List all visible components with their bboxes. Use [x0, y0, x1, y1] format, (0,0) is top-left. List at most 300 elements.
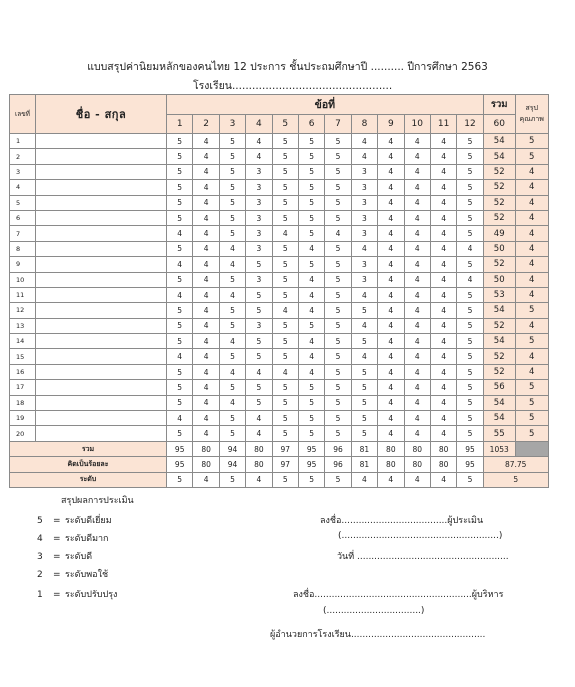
- score-cell: 5: [246, 395, 272, 410]
- score-cell: 4: [404, 426, 430, 441]
- score-cell: 4: [378, 272, 404, 287]
- row-number: 16: [10, 364, 36, 379]
- score-cell: 3: [351, 272, 377, 287]
- score-cell: 5: [272, 395, 298, 410]
- sum-cell: 80: [246, 441, 272, 456]
- score-cell: 3: [351, 210, 377, 225]
- column-header-item-number: 8: [351, 115, 377, 134]
- score-cell: 4: [430, 180, 456, 195]
- score-cell: 5: [167, 272, 193, 287]
- row-total: 54: [483, 334, 515, 349]
- row-number: 14: [10, 334, 36, 349]
- score-cell: 5: [298, 380, 324, 395]
- row-summary: 4: [515, 287, 548, 302]
- score-cell: 4: [404, 210, 430, 225]
- row-number: 12: [10, 303, 36, 318]
- row-number: 19: [10, 411, 36, 426]
- score-cell: 5: [167, 303, 193, 318]
- row-number: 13: [10, 318, 36, 333]
- percent-row-label: คิดเป็นร้อยละ: [10, 457, 167, 472]
- column-header-total: รวม: [483, 95, 515, 115]
- score-cell: 5: [325, 272, 351, 287]
- score-cell: 4: [246, 134, 272, 149]
- score-cell: 4: [430, 226, 456, 241]
- score-cell: 4: [430, 426, 456, 441]
- row-number: 20: [10, 426, 36, 441]
- student-name-cell: [36, 334, 167, 349]
- score-cell: 4: [404, 195, 430, 210]
- level-row-label: ระดับ: [10, 472, 167, 487]
- column-header-item-number: 4: [246, 115, 272, 134]
- assessor-signature-line: ลงชื่อ.....................................ผู้ประเมิน: [320, 516, 484, 526]
- column-header-item-number: 9: [378, 115, 404, 134]
- assessor-name-line: (.......................................................): [338, 531, 503, 541]
- score-cell: 4: [378, 318, 404, 333]
- score-cell: 4: [298, 349, 324, 364]
- row-number: 17: [10, 380, 36, 395]
- score-cell: 5: [457, 426, 483, 441]
- score-cell: 5: [167, 134, 193, 149]
- score-cell: 4: [378, 380, 404, 395]
- row-total: 52: [483, 318, 515, 333]
- table-row: [10, 287, 549, 302]
- score-cell: 5: [298, 318, 324, 333]
- table-row: [10, 411, 549, 426]
- score-cell: 4: [298, 241, 324, 256]
- score-cell: 4: [430, 318, 456, 333]
- percent-cell: 96: [325, 457, 351, 472]
- score-cell: 4: [404, 303, 430, 318]
- admin-signature-line: ลงชื่อ.......................................................ผู้บริหาร: [293, 590, 504, 600]
- score-cell: 4: [193, 318, 219, 333]
- student-name-cell: [36, 195, 167, 210]
- row-total: 54: [483, 395, 515, 410]
- table-row: [10, 426, 549, 441]
- score-cell: 5: [246, 257, 272, 272]
- table-row: [10, 364, 549, 379]
- score-cell: 4: [272, 364, 298, 379]
- score-cell: 4: [193, 272, 219, 287]
- sum-cell: 95: [298, 441, 324, 456]
- row-summary: 4: [515, 210, 548, 225]
- score-cell: 5: [298, 226, 324, 241]
- row-summary: 5: [515, 395, 548, 410]
- score-cell: 5: [457, 257, 483, 272]
- score-cell: 4: [378, 426, 404, 441]
- column-header-item-number: 10: [404, 115, 430, 134]
- student-name-cell: [36, 149, 167, 164]
- score-cell: 4: [404, 241, 430, 256]
- score-cell: 5: [325, 180, 351, 195]
- score-cell: 4: [430, 272, 456, 287]
- score-cell: 4: [404, 272, 430, 287]
- row-total: 54: [483, 134, 515, 149]
- score-cell: 4: [404, 349, 430, 364]
- score-cell: 5: [272, 241, 298, 256]
- score-cell: 5: [167, 426, 193, 441]
- score-cell: 5: [325, 395, 351, 410]
- student-name-cell: [36, 426, 167, 441]
- score-cell: 5: [325, 241, 351, 256]
- score-cell: 5: [167, 318, 193, 333]
- admin-name-line: (.................................): [323, 606, 425, 616]
- score-cell: 5: [219, 349, 245, 364]
- score-cell: 5: [219, 195, 245, 210]
- table-row: [10, 134, 549, 149]
- score-cell: 5: [325, 164, 351, 179]
- score-cell: 5: [272, 318, 298, 333]
- score-cell: 4: [404, 411, 430, 426]
- row-number: 3: [10, 164, 36, 179]
- score-cell: 5: [351, 303, 377, 318]
- score-cell: 4: [193, 164, 219, 179]
- score-cell: 5: [167, 210, 193, 225]
- score-cell: 5: [325, 257, 351, 272]
- row-summary: 5: [515, 426, 548, 441]
- score-cell: 5: [167, 164, 193, 179]
- table-row: [10, 334, 549, 349]
- score-cell: 5: [298, 134, 324, 149]
- score-cell: 4: [193, 303, 219, 318]
- score-cell: 5: [298, 395, 324, 410]
- row-total: 53: [483, 287, 515, 302]
- score-cell: 5: [219, 180, 245, 195]
- score-cell: 4: [378, 134, 404, 149]
- sum-row-label: รวม: [10, 441, 167, 456]
- score-cell: 4: [378, 411, 404, 426]
- score-cell: 4: [430, 364, 456, 379]
- score-cell: 4: [193, 241, 219, 256]
- score-cell: 5: [219, 411, 245, 426]
- row-number: 4: [10, 180, 36, 195]
- score-cell: 4: [430, 210, 456, 225]
- score-cell: 4: [378, 287, 404, 302]
- score-cell: 4: [404, 134, 430, 149]
- score-cell: 5: [457, 287, 483, 302]
- score-cell: 4: [246, 411, 272, 426]
- score-cell: 4: [193, 349, 219, 364]
- score-cell: 4: [404, 334, 430, 349]
- score-cell: 4: [193, 180, 219, 195]
- score-cell: 4: [325, 226, 351, 241]
- row-number: 10: [10, 272, 36, 287]
- score-cell: 4: [351, 241, 377, 256]
- score-cell: 5: [325, 364, 351, 379]
- score-cell: 3: [351, 180, 377, 195]
- table-row: [10, 303, 549, 318]
- row-number: 18: [10, 395, 36, 410]
- level-cell: 5: [272, 472, 298, 487]
- form-title: แบบสรุปค่านิยมหลักของคนไทย 12 ประการ ชั้นประถมศึกษาปี .......... ปีการศึกษา 2563: [87, 61, 488, 73]
- score-cell: 3: [246, 210, 272, 225]
- level-cell: 5: [219, 472, 245, 487]
- student-name-cell: [36, 241, 167, 256]
- row-summary: 5: [515, 334, 548, 349]
- score-cell: 5: [246, 334, 272, 349]
- score-cell: 4: [430, 380, 456, 395]
- score-cell: 3: [351, 195, 377, 210]
- score-cell: 4: [351, 134, 377, 149]
- percent-cell: 94: [219, 457, 245, 472]
- student-name-cell: [36, 164, 167, 179]
- sum-cell: 81: [351, 441, 377, 456]
- student-name-cell: [36, 395, 167, 410]
- score-cell: 5: [167, 395, 193, 410]
- score-cell: 5: [325, 195, 351, 210]
- student-name-cell: [36, 226, 167, 241]
- score-cell: 4: [219, 395, 245, 410]
- column-header-name: ชื่อ - สกุล: [36, 95, 167, 134]
- score-cell: 5: [298, 164, 324, 179]
- percent-total-cell: 87.75: [483, 457, 548, 472]
- score-cell: 4: [219, 257, 245, 272]
- table-row: [10, 257, 549, 272]
- row-total: 50: [483, 241, 515, 256]
- score-cell: 3: [246, 195, 272, 210]
- score-cell: 4: [378, 395, 404, 410]
- column-header-item-number: 3: [219, 115, 245, 134]
- score-cell: 4: [378, 364, 404, 379]
- score-cell: 5: [351, 426, 377, 441]
- score-cell: 4: [351, 287, 377, 302]
- score-cell: 4: [167, 349, 193, 364]
- student-name-cell: [36, 272, 167, 287]
- student-name-cell: [36, 364, 167, 379]
- row-total: 54: [483, 411, 515, 426]
- score-cell: 3: [246, 241, 272, 256]
- row-total: 52: [483, 257, 515, 272]
- row-total: 52: [483, 180, 515, 195]
- score-cell: 5: [351, 395, 377, 410]
- column-header-item-number: 6: [298, 115, 324, 134]
- score-cell: 5: [298, 195, 324, 210]
- score-cell: 5: [457, 303, 483, 318]
- score-cell: 4: [404, 226, 430, 241]
- row-summary: 4: [515, 272, 548, 287]
- score-cell: 4: [378, 210, 404, 225]
- date-line: วันที่ .....................................................: [337, 552, 509, 562]
- level-total-cell: 5: [483, 472, 548, 487]
- score-cell: 4: [430, 134, 456, 149]
- score-cell: 4: [430, 149, 456, 164]
- score-cell: 5: [457, 411, 483, 426]
- score-cell: 4: [378, 164, 404, 179]
- score-cell: 4: [246, 364, 272, 379]
- level-cell: 4: [378, 472, 404, 487]
- row-summary: 5: [515, 380, 548, 395]
- score-cell: 5: [457, 364, 483, 379]
- score-cell: 5: [298, 210, 324, 225]
- score-cell: 5: [457, 318, 483, 333]
- score-cell: 5: [219, 210, 245, 225]
- level-cell: 4: [351, 472, 377, 487]
- score-cell: 5: [457, 380, 483, 395]
- row-summary: 5: [515, 303, 548, 318]
- score-cell: 5: [219, 318, 245, 333]
- row-number: 9: [10, 257, 36, 272]
- score-cell: 4: [298, 272, 324, 287]
- score-cell: 5: [457, 349, 483, 364]
- score-cell: 5: [325, 380, 351, 395]
- score-cell: 4: [378, 257, 404, 272]
- row-total: 52: [483, 195, 515, 210]
- level-cell: 5: [298, 472, 324, 487]
- row-summary: 4: [515, 364, 548, 379]
- score-cell: 3: [351, 226, 377, 241]
- score-cell: 4: [298, 334, 324, 349]
- score-cell: 5: [272, 411, 298, 426]
- table-row: [10, 318, 549, 333]
- table-row: [10, 180, 549, 195]
- score-cell: 5: [457, 195, 483, 210]
- score-cell: 4: [378, 334, 404, 349]
- column-header-item-number: 12: [457, 115, 483, 134]
- row-number: 2: [10, 149, 36, 164]
- score-cell: 4: [378, 180, 404, 195]
- student-name-cell: [36, 318, 167, 333]
- score-cell: 4: [219, 241, 245, 256]
- score-cell: 5: [272, 164, 298, 179]
- score-cell: 4: [351, 149, 377, 164]
- level-cell: 5: [167, 472, 193, 487]
- score-cell: 5: [246, 380, 272, 395]
- student-name-cell: [36, 380, 167, 395]
- row-total: 52: [483, 349, 515, 364]
- score-cell: 4: [193, 287, 219, 302]
- level-cell: 5: [325, 472, 351, 487]
- sum-cell: 95: [167, 441, 193, 456]
- row-number: 5: [10, 195, 36, 210]
- score-cell: 4: [193, 195, 219, 210]
- sum-total-cell: 1053: [483, 441, 515, 456]
- score-cell: 5: [219, 426, 245, 441]
- row-summary: 5: [515, 411, 548, 426]
- score-cell: 4: [167, 287, 193, 302]
- score-cell: 5: [219, 164, 245, 179]
- score-cell: 4: [430, 303, 456, 318]
- score-cell: 5: [457, 164, 483, 179]
- row-summary: 4: [515, 164, 548, 179]
- score-table: [9, 94, 549, 488]
- column-header-item-number: 2: [193, 115, 219, 134]
- table-row: [10, 241, 549, 256]
- score-cell: 5: [167, 334, 193, 349]
- score-cell: 5: [272, 272, 298, 287]
- score-cell: 5: [457, 180, 483, 195]
- sum-cell: 95: [457, 441, 483, 456]
- row-summary: 4: [515, 318, 548, 333]
- score-cell: 4: [430, 334, 456, 349]
- score-cell: 5: [298, 257, 324, 272]
- percent-cell: 80: [430, 457, 456, 472]
- score-cell: 4: [272, 303, 298, 318]
- score-cell: 5: [457, 395, 483, 410]
- percent-cell: 80: [246, 457, 272, 472]
- score-cell: 4: [219, 287, 245, 302]
- score-cell: 4: [404, 380, 430, 395]
- sum-cell: 97: [272, 441, 298, 456]
- score-cell: 5: [457, 210, 483, 225]
- score-cell: 5: [325, 411, 351, 426]
- level-cell: 5: [457, 472, 483, 487]
- row-number: 7: [10, 226, 36, 241]
- score-cell: 4: [193, 411, 219, 426]
- score-cell: 4: [378, 149, 404, 164]
- table-row: [10, 380, 549, 395]
- score-cell: 4: [351, 349, 377, 364]
- score-cell: 5: [167, 180, 193, 195]
- score-cell: 5: [167, 241, 193, 256]
- row-number: 1: [10, 134, 36, 149]
- student-name-cell: [36, 411, 167, 426]
- score-cell: 4: [351, 318, 377, 333]
- score-cell: 4: [404, 180, 430, 195]
- score-cell: 4: [457, 272, 483, 287]
- score-cell: 5: [272, 134, 298, 149]
- score-cell: 5: [325, 318, 351, 333]
- score-cell: 3: [246, 226, 272, 241]
- score-cell: 5: [167, 149, 193, 164]
- score-cell: 5: [272, 149, 298, 164]
- score-cell: 4: [193, 134, 219, 149]
- score-cell: 5: [457, 134, 483, 149]
- score-cell: 5: [298, 149, 324, 164]
- score-cell: 4: [404, 257, 430, 272]
- column-header-item-number: 1: [167, 115, 193, 134]
- percent-cell: 95: [457, 457, 483, 472]
- score-cell: 5: [457, 334, 483, 349]
- score-cell: 5: [298, 180, 324, 195]
- score-cell: 5: [272, 210, 298, 225]
- score-cell: 4: [378, 349, 404, 364]
- student-name-cell: [36, 303, 167, 318]
- percent-cell: 97: [272, 457, 298, 472]
- row-summary: 4: [515, 195, 548, 210]
- row-summary: 4: [515, 257, 548, 272]
- table-row: [10, 210, 549, 225]
- row-total: 49: [483, 226, 515, 241]
- score-cell: 4: [272, 226, 298, 241]
- student-name-cell: [36, 349, 167, 364]
- score-cell: 4: [457, 241, 483, 256]
- score-cell: 4: [378, 195, 404, 210]
- score-cell: 4: [430, 164, 456, 179]
- score-cell: 4: [378, 303, 404, 318]
- sum-cell: 80: [193, 441, 219, 456]
- score-cell: 5: [219, 226, 245, 241]
- column-header-item-number: 7: [325, 115, 351, 134]
- score-cell: 4: [167, 411, 193, 426]
- table-row: [10, 149, 549, 164]
- score-cell: 3: [246, 272, 272, 287]
- score-cell: 4: [219, 364, 245, 379]
- score-cell: 4: [404, 287, 430, 302]
- legend-item: 1 = ระดับปรับปรุง: [37, 590, 118, 600]
- score-cell: 3: [351, 164, 377, 179]
- table-row: [10, 349, 549, 364]
- score-cell: 5: [351, 364, 377, 379]
- sum-cell: 80: [378, 441, 404, 456]
- score-cell: 4: [193, 364, 219, 379]
- column-header-items: ข้อที่: [167, 95, 484, 115]
- score-cell: 5: [298, 426, 324, 441]
- score-cell: 4: [246, 149, 272, 164]
- score-cell: 5: [457, 226, 483, 241]
- legend-title: สรุปผลการประเมิน: [61, 496, 134, 506]
- score-cell: 5: [219, 149, 245, 164]
- director-line: ผู้อำนวยการโรงเรียน...............................................: [270, 630, 486, 640]
- score-cell: 5: [167, 195, 193, 210]
